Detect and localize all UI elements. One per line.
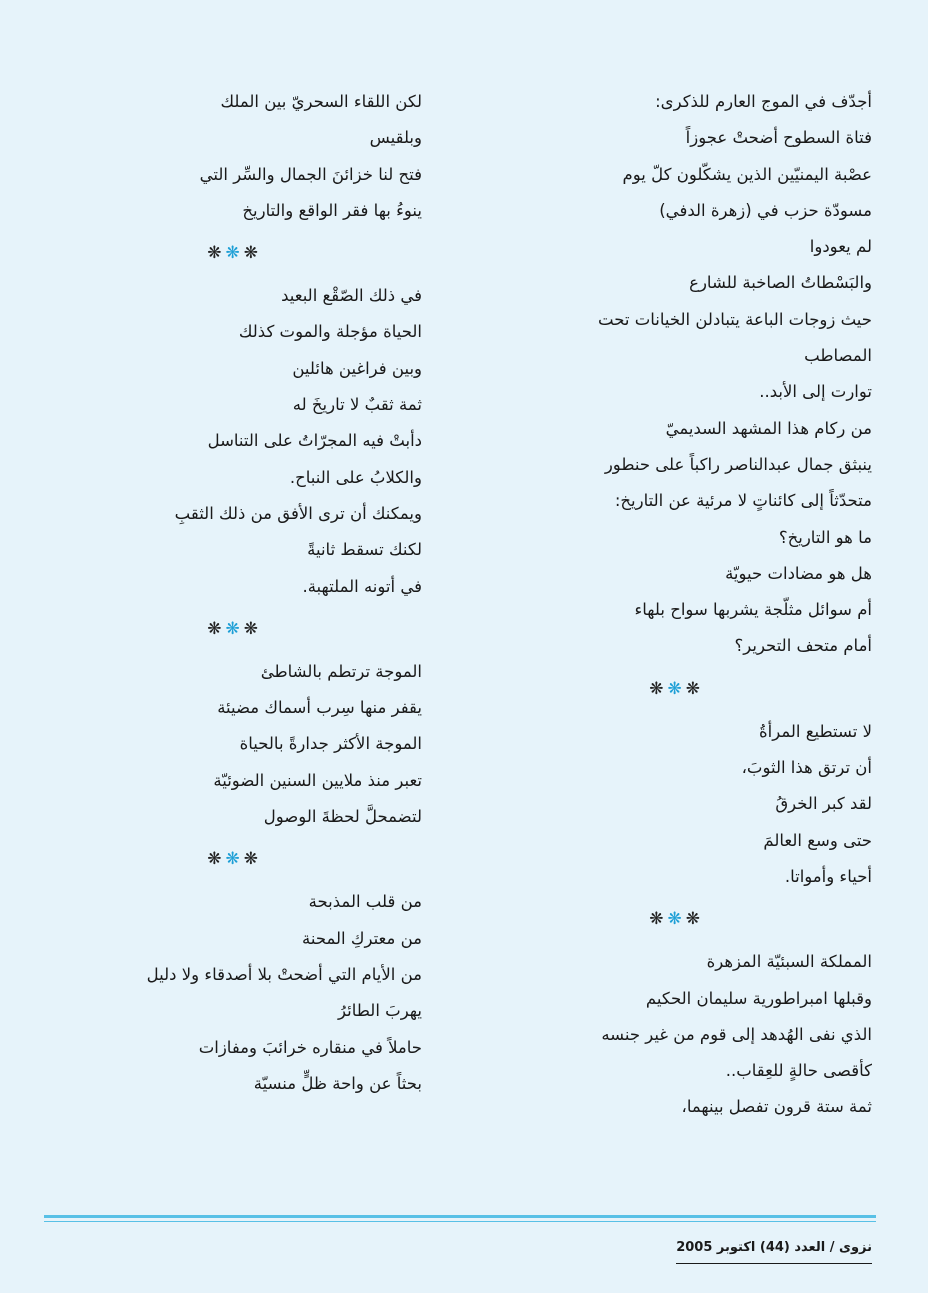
poem-line: أم سوائل مثلّجة يشربها سواح بلهاء <box>634 600 872 620</box>
poem-line: كأقصى حالةٍ للعِقاب.. <box>725 1061 872 1081</box>
poem-line: بحثاً عن واحة ظلٍّ منسيّة <box>253 1073 422 1093</box>
asterisk-icon: ❋ <box>649 678 668 699</box>
poem-line: تعبر منذ ملايين السنين الضوئيّة <box>213 770 422 790</box>
poem-line: أمام متحف التحرير؟ <box>734 636 872 656</box>
poem-line: وقبلها امبراطورية سليمان الحكيم <box>645 988 872 1008</box>
poem-line: يقفر منها سِرب أسماك مضيئة <box>217 698 422 718</box>
poem-line: أن ترتق هذا الثوبَ، <box>741 758 872 778</box>
poem-line: حتى وسع العالمَ <box>763 830 872 850</box>
poem-line: حاملاً في منقاره خرائبَ ومفازات <box>198 1037 422 1057</box>
poem-line: لكنك تسقط ثانيةً <box>307 540 422 560</box>
footer-issue-info: نزوى / العدد (44) اكتوبر 2005 <box>676 1240 872 1255</box>
poem-line: ما هو التاريخ؟ <box>778 527 872 547</box>
poem-line: المملكة السبئيّة المزهرة <box>706 952 872 972</box>
asterisk-icon: ❋ <box>667 909 686 930</box>
poem-line: فتاة السطوح أضحتْ عجوزاً <box>685 128 872 148</box>
poem-line: الذي نفى الهُدهد إلى قوم من غير جنسه <box>601 1024 872 1044</box>
poem-column-left <box>22 84 422 1102</box>
poem-line: أجدّف في الموج العارم للذكرى: <box>655 92 872 111</box>
asterisk-icon: ❋ <box>225 849 244 870</box>
stanza-separator <box>22 605 422 654</box>
poem-line: من الأيام التي أضحتْ بلا أصدقاء ولا دليل <box>146 964 422 984</box>
poem-line: يهربَ الطائرُ <box>338 1001 422 1021</box>
stanza-separator <box>22 229 422 278</box>
poem-line: لكن اللقاء السحريّ بين الملك <box>220 92 422 111</box>
poem-line: الموجة الأكثر جدارةً بالحياة <box>239 734 422 754</box>
poem-line: متحدّثاً إلى كائناتٍ لا مرئية عن التاريخ: <box>614 491 872 511</box>
poem-line: وبلقيس <box>369 128 422 148</box>
poem-line: في ذلك الصّقْع البعيد <box>281 286 422 306</box>
poem-line: حيث زوجات الباعة يتبادلن الخيانات تحت <box>598 309 872 329</box>
asterisk-icon: ❋ <box>207 849 226 870</box>
stanza-separator <box>472 665 872 714</box>
poem-line: لقد كبر الخرقُ <box>775 794 872 814</box>
poem-line: لم يعودوا <box>809 237 872 257</box>
asterisk-icon: ❋ <box>207 243 226 264</box>
poem-line: ينوءُ بها فقر الواقع والتاريخ <box>242 200 422 220</box>
poem-line: توارت إلى الأبد.. <box>759 382 872 402</box>
poem-line: مسودّة حزب في (زهرة الدفي) <box>659 200 872 220</box>
stanza-separator <box>472 895 872 944</box>
poem-line: والكلابُ على النباح. <box>289 467 422 487</box>
poem-line: من قلب المذبحة <box>308 892 422 912</box>
poem-line: المصاطب <box>804 346 872 366</box>
poem-line: فتح لنا خزائنَ الجمال والسِّر التي <box>199 164 422 184</box>
poem-line: هل هو مضادات حيويّة <box>725 563 872 583</box>
poem-line: الموجة ترتطم بالشاطئ <box>260 661 422 681</box>
poem-column-right <box>472 84 872 1126</box>
asterisk-icon: ❋ <box>207 618 226 639</box>
poem-line: الحياة مؤجلة والموت كذلك <box>238 322 422 342</box>
poem-line: دأبتْ فيه المجرّاتُ على التناسل <box>207 431 422 451</box>
poem-line: من معتركِ المحنة <box>302 928 422 948</box>
asterisk-icon: ❋ <box>243 243 262 264</box>
poem-line: أحياء وأمواتا. <box>784 866 872 886</box>
poem-line: لا تستطيع المرأةُ <box>759 721 872 741</box>
asterisk-icon: ❋ <box>685 909 704 930</box>
footer-divider-thin <box>44 1221 876 1222</box>
asterisk-icon: ❋ <box>685 678 704 699</box>
poem-line: عصْبة اليمنيّين الذين يشكّلون كلّ يوم <box>622 164 872 184</box>
poem-line: في أتونه الملتهبة. <box>302 576 422 596</box>
poem-line: لتضمحلَّ لحظةَ الوصول <box>263 807 422 827</box>
poem-line: ثمة ثقبٌ لا تاريخَ له <box>292 395 422 415</box>
poem-line: والبَسْطاتُ الصاخبة للشارع <box>689 273 872 293</box>
asterisk-icon: ❋ <box>243 618 262 639</box>
stanza-separator <box>22 835 422 884</box>
poem-line: ثمة ستة قرون تفصل بينهما، <box>681 1097 872 1117</box>
asterisk-icon: ❋ <box>667 678 686 699</box>
poem-line: وبين فراغين هائلين <box>292 358 422 378</box>
asterisk-icon: ❋ <box>243 849 262 870</box>
asterisk-icon: ❋ <box>649 909 668 930</box>
asterisk-icon: ❋ <box>225 618 244 639</box>
asterisk-icon: ❋ <box>225 243 244 264</box>
poem-line: ينبثق جمال عبدالناصر راكباً على حنطور <box>604 454 872 474</box>
poem-line: ويمكنك أن ترى الأفق من ذلك الثقبِ <box>174 503 422 523</box>
footer-underline <box>676 1263 872 1264</box>
footer-divider-thick <box>44 1215 876 1218</box>
poem-line: من ركام هذا المشهد السديميّ <box>665 418 872 438</box>
